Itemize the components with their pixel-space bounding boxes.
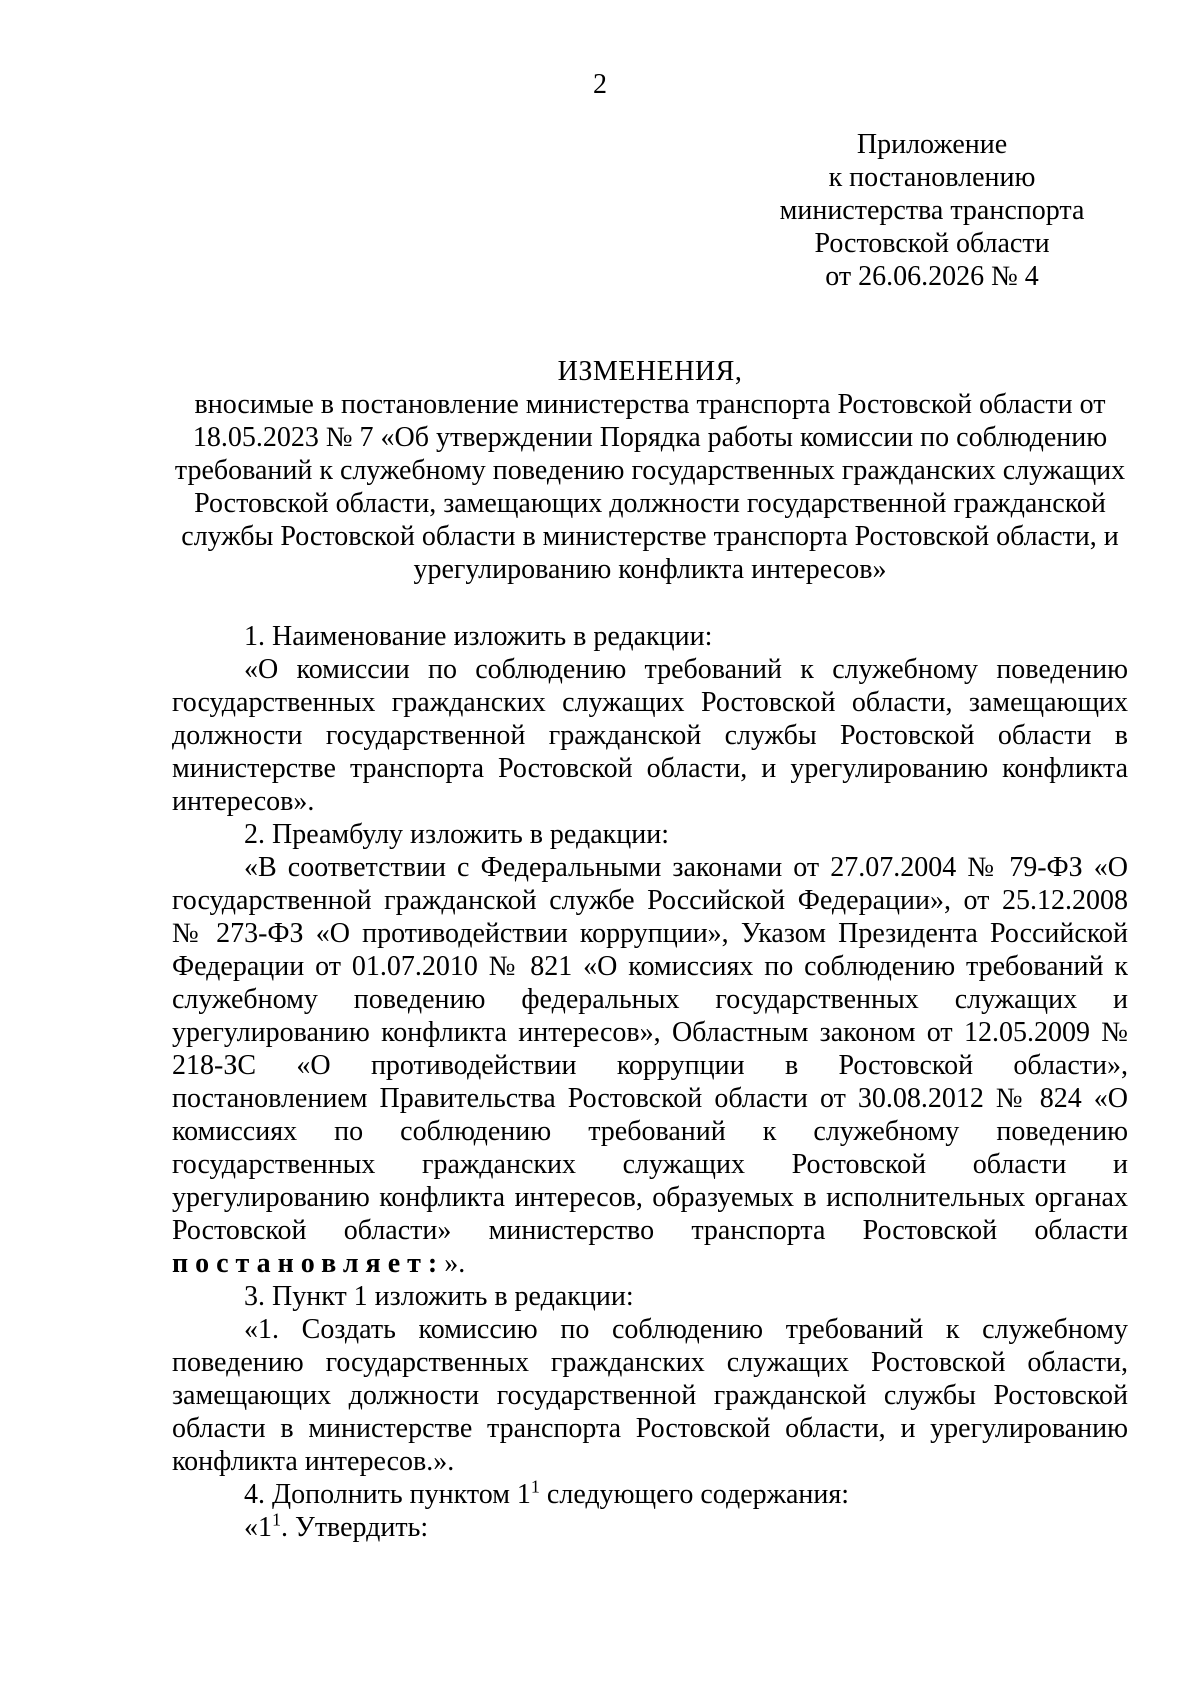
- item-3-heading: 3. Пункт 1 изложить в редакции:: [244, 1281, 634, 1312]
- item-4-quote-prefix: «1: [244, 1512, 272, 1543]
- appendix-line: Ростовской области: [814, 228, 1050, 259]
- item-2-preamble: «В соответствии с Федеральными законами от 27.07.2004 № 79-ФЗ «О государственной гражданской службе Российской Федерации», от 25.12.2008 № 273-ФЗ «О противодействии коррупции», Указом Президента Российской Федерации от 01.07.2010 № 821 «О комиссиях по соблюдению требований к служебному поведению федеральных государственных служащих и урегулированию конфликта интересов», Областным законом от 12.05.2009 № 218-ЗС «О противодействии коррупции в Ростовской области», постановлением Правительства Ростовской области от 30.08.2012 № 824 «О комиссиях по соблюдению требований к служебному поведению государственных гражданских служащих Ростовской области и урегулированию конфликта интересов, образуемых в исполнительных органах Ростовской области» министерство транспорта Ростовской области: [172, 852, 1128, 1246]
- item-2-heading: 2. Преамбулу изложить в редакции:: [244, 819, 670, 850]
- item-3-text: «1. Создать комиссию по соблюдению требований к служебному поведению государственных гражданских служащих Ростовской области, замещающих должности государственной гражданской службы Ростовской области в министерстве транспорта Ростовской области, и урегулированию конфликта интересов.».: [172, 1314, 1128, 1477]
- appendix-line: от 26.06.2026 № 4: [825, 261, 1039, 292]
- appendix-line: Приложение: [856, 129, 1008, 160]
- document-title: ИЗМЕНЕНИЯ,: [557, 356, 743, 387]
- item-4-heading: [172, 1478, 1128, 1511]
- item-4-quote-suffix: . Утвердить:: [281, 1512, 429, 1543]
- item-2-closing: ».: [444, 1248, 466, 1279]
- page-number: 2: [593, 69, 607, 100]
- item-1-text: «О комиссии по соблюдению требований к служебному поведению государственных гражданских служащих Ростовской области, замещающих должности государственной гражданской службы Ростовской области в министерстве транспорта Ростовской области, и урегулированию конфликта интересов».: [172, 654, 1128, 817]
- item-4-suffix: следующего содержания:: [539, 1479, 850, 1510]
- item-1-heading: 1. Наименование изложить в редакции:: [244, 621, 713, 652]
- title-block: [172, 355, 1128, 586]
- item-4-quote: [172, 1511, 1128, 1544]
- appendix-block: [752, 128, 1112, 293]
- document-subtitle: вносимые в постановление министерства транспорта Ростовской области от 18.05.2023 № 7 «Об утверждении Порядка работы комиссии по соблюдению требований к служебному поведению государственных гражданских служащих Ростовской области, замещающих должности государственной гражданской службы Ростовской области в министерстве транспорта Ростовской области, и урегулированию конфликта интересов»: [174, 389, 1126, 585]
- item-4-quote-superscript: 1: [272, 1509, 281, 1530]
- item-2-text: [172, 851, 1128, 1280]
- appendix-line: к постановлению: [828, 162, 1036, 193]
- item-4-superscript: 1: [530, 1476, 540, 1497]
- decree-word: постановляет:: [172, 1248, 445, 1279]
- item-4-prefix: 4. Дополнить пунктом 1: [244, 1479, 531, 1510]
- appendix-line: министерства транспорта: [779, 195, 1085, 226]
- document-body: [172, 620, 1128, 1544]
